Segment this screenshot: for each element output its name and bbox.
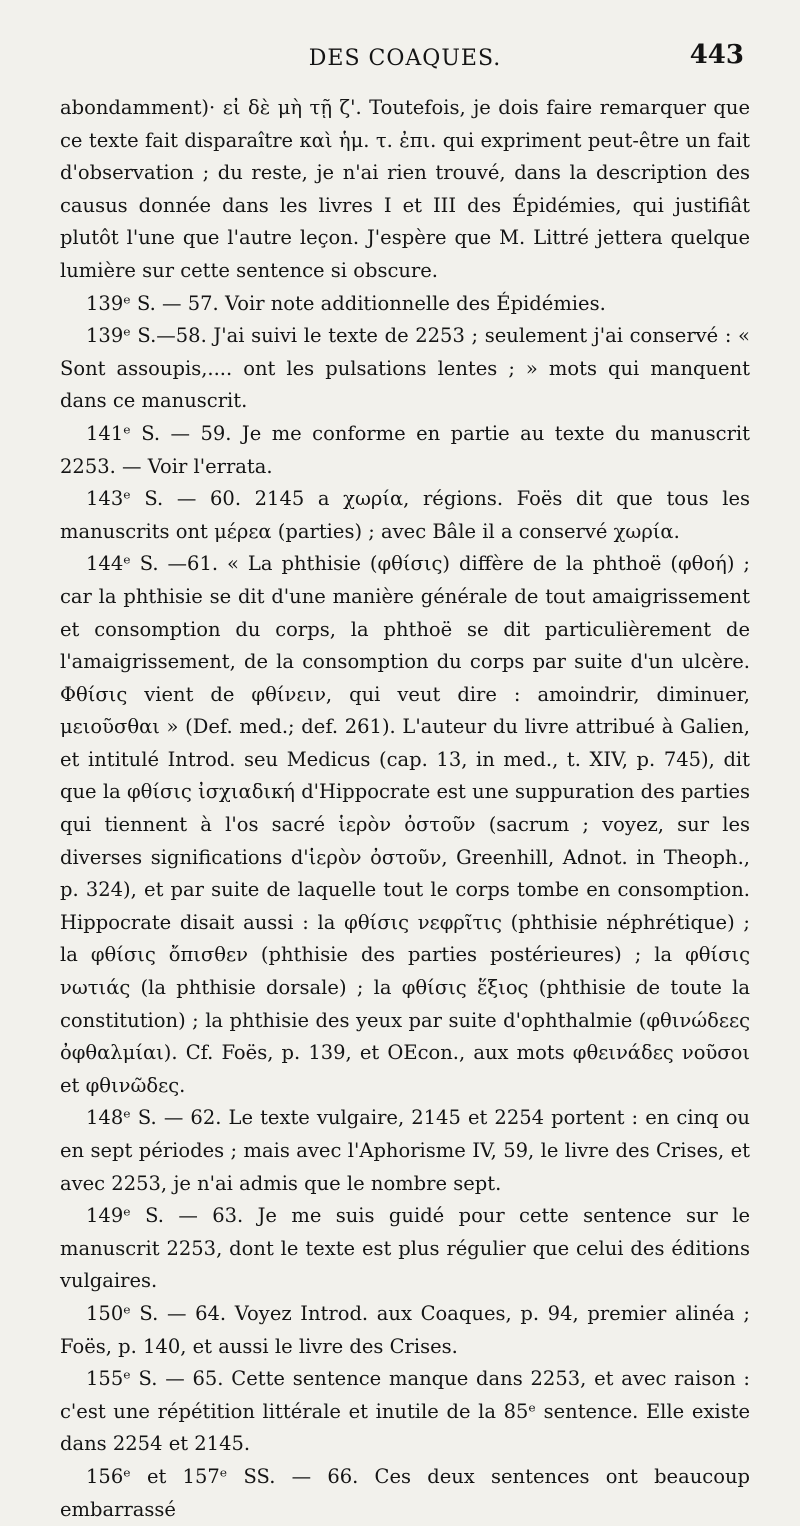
note-59: 141ᵉ S. — 59. Je me conforme en partie au texte du manuscrit 2253. — Voir l'errata. (60, 421, 750, 478)
body-text (60, 92, 750, 1526)
note-58: 139ᵉ S.—58. J'ai suivi le texte de 2253 ; seulement j'ai conservé : « Sont assoupis,.... ont les pulsations lentes ; » mots qui manquent dans ce manuscrit. (60, 324, 750, 413)
running-title: DES COAQUES. (308, 46, 502, 71)
note-64: 150ᵉ S. — 64. Voyez Introd. aux Coaques, p. 94, premier alinéa ; Foës, p. 140, et aussi le livre des Crises. (60, 1301, 750, 1358)
note-66: 156ᵉ et 157ᵉ SS. — 66. Ces deux sentences ont beaucoup embarrassé (60, 1464, 750, 1521)
paragraph-continuation: abondamment)· εἰ δὲ μὴ τῇ ζ'. Toutefois, je dois faire remarquer que ce texte fait disparaître καὶ ἡμ. τ. ἐπι. qui expriment peut-être un fait d'observation ; du reste, je n'ai rien trouvé, dans la description des causus donnée dans les livres I et III des Épidémies, qui justifiât plutôt l'une que l'autre leçon. J'espère que M. Littré jettera quelque lumière sur cette sentence si obscure. (60, 96, 750, 282)
note-57: 139ᵉ S. — 57. Voir note additionnelle des Épidémies. (86, 291, 606, 315)
note-65: 155ᵉ S. — 65. Cette sentence manque dans 2253, et avec raison : c'est une répétition littérale et inutile de la 85ᵉ sentence. Elle existe dans 2254 et 2145. (60, 1367, 750, 1456)
page-header (60, 40, 750, 84)
note-63: 149ᵉ S. — 63. Je me suis guidé pour cette sentence sur le manuscrit 2253, dont le texte est plus régulier que celui des éditions vulgaires. (60, 1204, 750, 1293)
note-61: 144ᵉ S. —61. « La phthisie (φθίσις) diffère de la phthoë (φθοή) ; car la phthisie se dit d'une manière générale de tout amaigrissement et consomption du corps, la phthoë se dit particulièrement de l'amaigrissement, de la consomption du corps par suite d'un ulcère. Φθίσις vient de φθίνειν, qui veut dire : amoindrir, diminuer, μειοῦσθαι » (Def. med.; def. 261). L'auteur du livre attribué à Galien, et intitulé Introd. seu Medicus (cap. 13, in med., t. XIV, p. 745), dit que la φθίσις ἰσχιαδική d'Hippocrate est une suppuration des parties qui tiennent à l'os sacré ἱερὸν ὀστοῦν (sacrum ; voyez, sur les diverses significations d'ἱερὸν ὀστοῦν, Greenhill, Adnot. in Theoph., p. 324), et par suite de laquelle tout le corps tombe en consomption. Hippocrate disait aussi : la φθίσις νεφρῖτις (phthisie néphrétique) ; la φθίσις ὄπισθεν (phthisie des parties postérieures) ; la φθίσις νωτιάς (la phthisie dorsale) ; la φθίσις ἕξιος (phthisie de toute la constitution) ; la phthisie des yeux par suite d'ophthalmie (φθινώδεες ὀφθαλμίαι). Cf. Foës, p. 139, et OEcon., aux mots φθεινάδες νοῦσοι et φθινῶδες. (60, 552, 750, 1097)
note-60: 143ᵉ S. — 60. 2145 a χωρία, régions. Foës dit que tous les manuscrits ont μέρεα (parties) ; avec Bâle il a conservé χωρία. (60, 487, 750, 543)
note-62: 148ᵉ S. — 62. Le texte vulgaire, 2145 et 2254 portent : en cinq ou en sept périodes ; mais avec l'Aphorisme IV, 59, le livre des Crises, et avec 2253, je n'ai admis que le nombre sept. (60, 1106, 750, 1195)
page-number: 443 (689, 40, 744, 70)
